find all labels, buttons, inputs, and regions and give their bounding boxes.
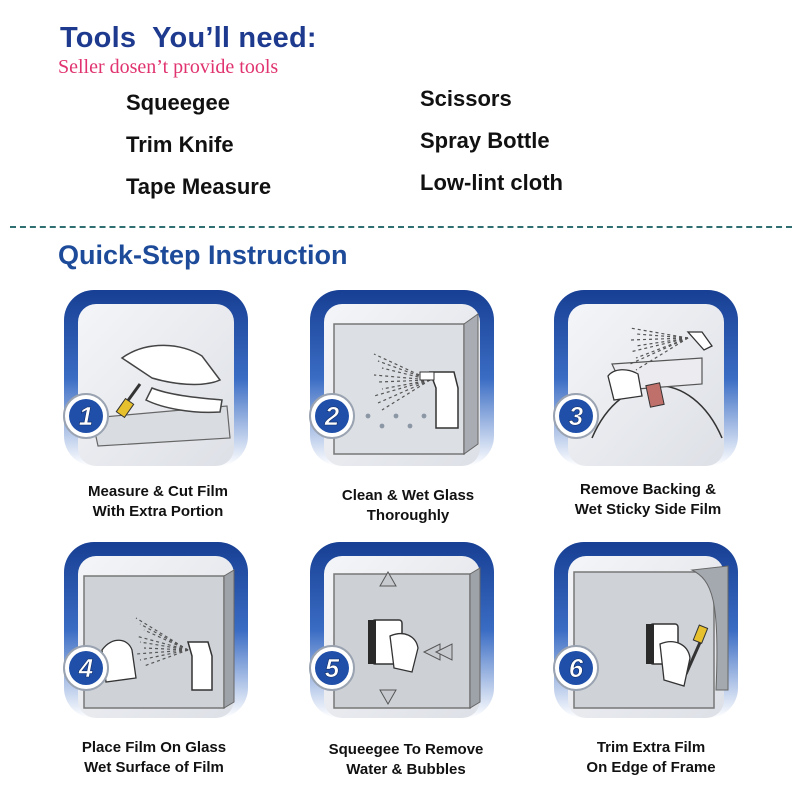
step-number: 2 xyxy=(324,401,340,431)
step-number: 5 xyxy=(324,653,340,683)
step-card-1 xyxy=(62,288,250,468)
step-number: 6 xyxy=(568,653,584,683)
step-caption-3 xyxy=(528,480,768,520)
trim-knife-frame-icon xyxy=(552,540,740,720)
step-caption-line: Trim Extra Film xyxy=(596,739,706,756)
tool-item-spray-bottle: Spray Bottle xyxy=(420,128,550,153)
tools-title: Tools You’ll need: xyxy=(60,22,317,54)
step-caption-4 xyxy=(34,738,274,778)
step-number-badge xyxy=(64,394,108,438)
step-caption-line: Water & Bubbles xyxy=(346,761,466,778)
step-card-4 xyxy=(62,540,250,720)
step-number: 3 xyxy=(568,401,584,431)
step-card-6 xyxy=(552,540,740,720)
tool-item-trim-knife: Trim Knife xyxy=(126,132,234,157)
peel-backing-spray-icon xyxy=(552,288,740,468)
step-card-5 xyxy=(308,540,496,720)
step-illustration xyxy=(84,570,234,708)
tool-item-squeegee: Squeegee xyxy=(126,90,230,115)
step-caption-line: Remove Backing & xyxy=(580,481,716,498)
step-number-badge xyxy=(310,394,354,438)
step-caption-1 xyxy=(38,482,278,522)
tools-note: Seller dosen’t provide tools xyxy=(58,56,279,78)
step-illustration xyxy=(334,568,480,708)
step-number-badge xyxy=(64,646,108,690)
step-caption-line: Wet Sticky Side Film xyxy=(574,501,722,518)
step-number-badge xyxy=(554,646,598,690)
step-caption-5 xyxy=(286,740,526,780)
place-film-spray-icon xyxy=(62,540,250,720)
step-caption-line: Place Film On Glass xyxy=(81,739,227,756)
step-card-3 xyxy=(552,288,740,468)
step-caption-line: Thoroughly xyxy=(366,507,450,524)
step-card-2 xyxy=(308,288,496,468)
step-caption-line: Wet Surface of Film xyxy=(84,759,224,776)
step-caption-2 xyxy=(288,486,528,526)
step-illustration xyxy=(574,566,728,708)
step-caption-6 xyxy=(531,738,771,778)
step-caption-line: With Extra Portion xyxy=(92,503,224,520)
tool-item-tape-measure: Tape Measure xyxy=(126,174,272,199)
step-number-badge xyxy=(310,646,354,690)
step-caption-line: Squeegee To Remove xyxy=(328,741,484,758)
step-caption-line: Measure & Cut Film xyxy=(87,483,229,500)
tool-item-scissors: Scissors xyxy=(420,86,512,111)
spray-bottle-glass-icon xyxy=(308,288,496,468)
tool-item-low-lint-cloth: Low-lint cloth xyxy=(420,170,563,195)
step-number: 1 xyxy=(78,401,94,431)
step-caption-line: On Edge of Frame xyxy=(586,759,716,776)
step-caption-line: Clean & Wet Glass xyxy=(341,487,475,504)
hands-cutting-film-icon xyxy=(62,288,250,468)
squeegee-arrows-icon xyxy=(308,540,496,720)
step-number: 4 xyxy=(78,653,94,683)
step-number-badge xyxy=(554,394,598,438)
quick-step-title: Quick-Step Instruction xyxy=(58,240,348,270)
section-divider xyxy=(10,226,792,228)
step-illustration xyxy=(334,314,478,454)
